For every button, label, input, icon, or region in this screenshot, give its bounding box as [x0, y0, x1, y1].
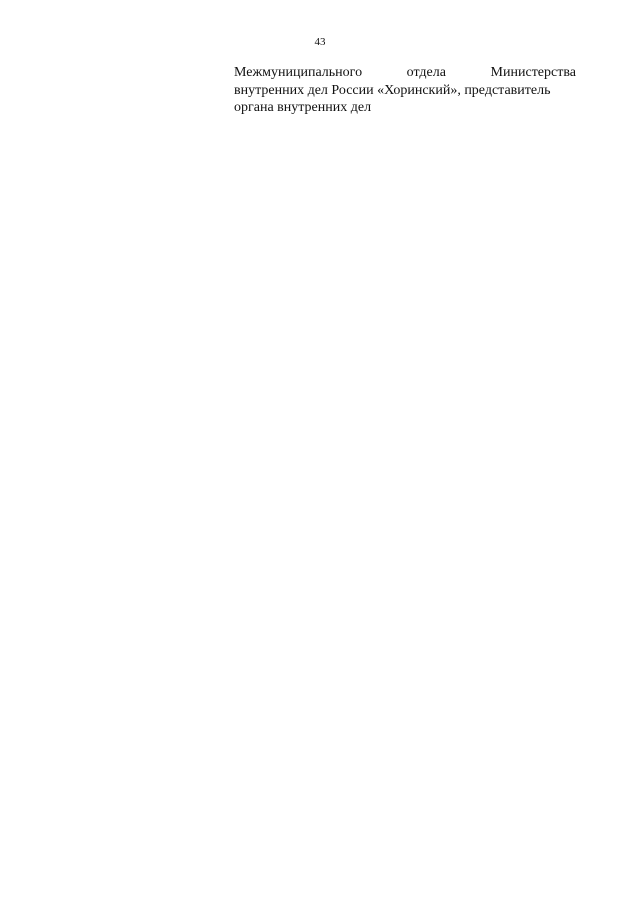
intro-continuation	[234, 64, 576, 117]
text-line: органа внутренних дел	[234, 100, 372, 115]
page-number: 43	[314, 36, 326, 48]
text-line: внутренних дел России «Хоринский», представитель	[234, 82, 551, 98]
text-line: Межмуниципального отдела Министерства	[234, 65, 576, 80]
